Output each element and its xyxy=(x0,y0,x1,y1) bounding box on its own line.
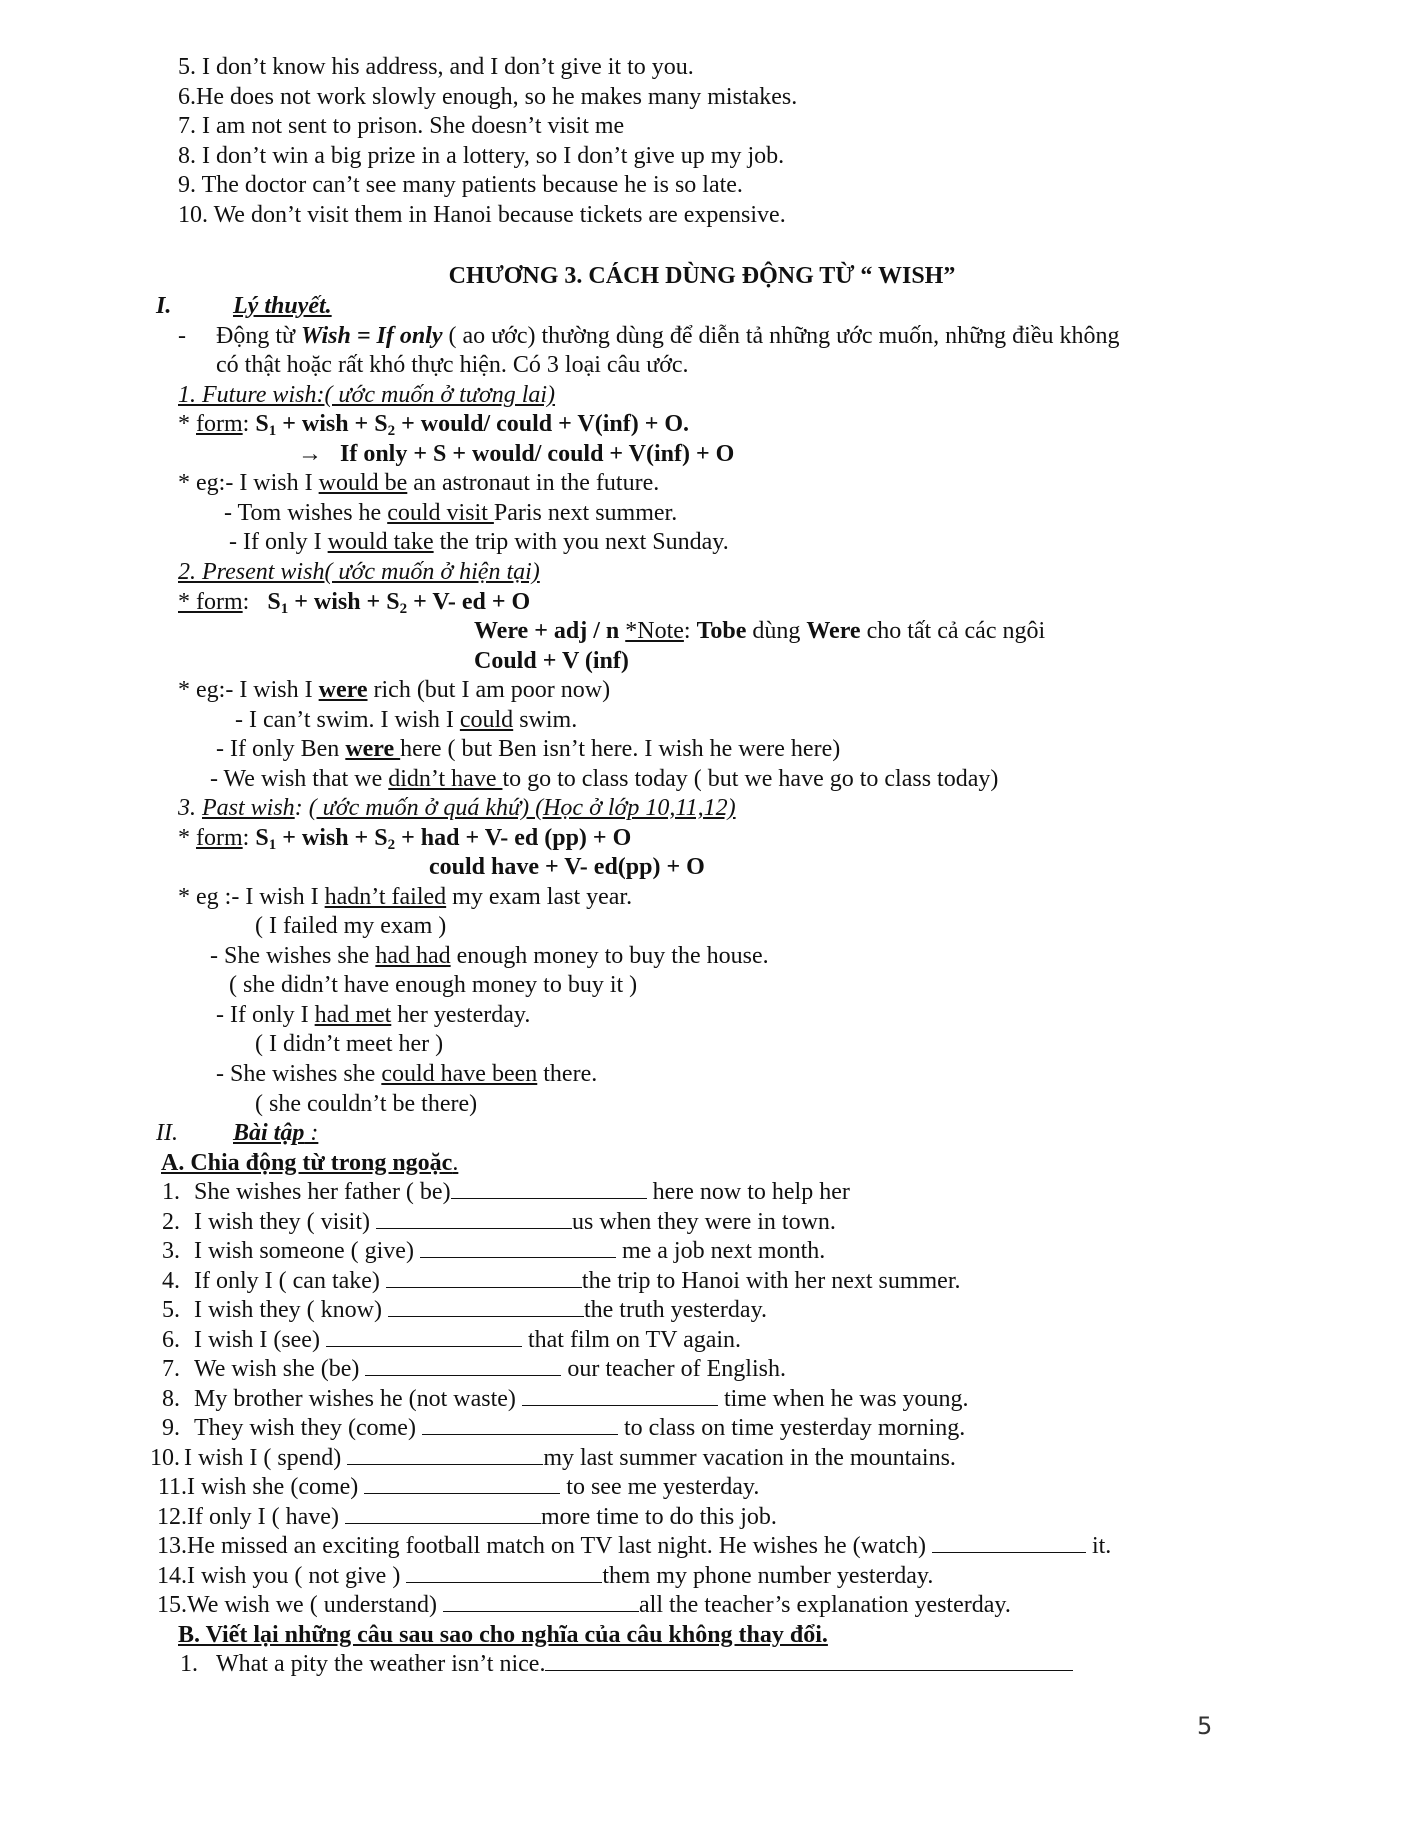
exercise-a-8: 8. My brother wishes he (not waste) time when he was young. xyxy=(162,1386,969,1412)
answer-blank[interactable] xyxy=(347,1444,543,1465)
exercise-a-9: 9. They wish they (come) to class on time yesterday morning. xyxy=(162,1415,966,1441)
exercise-a-6: 6. I wish I (see) that film on TV again. xyxy=(162,1327,742,1353)
exercises-number: II. xyxy=(156,1120,178,1146)
part-b-heading: B. Viết lại những câu sau sao cho nghĩa của câu không thay đổi. xyxy=(178,1622,828,1648)
present-wish-form: * form: $S_1$ + wish + $S_2 + V-$ ed + O xyxy=(178,589,531,617)
exercise-a-4: 4. If only I ( can take) the trip to Hanoi with her next summer. xyxy=(162,1268,961,1294)
answer-blank[interactable] xyxy=(443,1591,639,1612)
past-example-3-note: ( I didn’t meet her ) xyxy=(255,1031,444,1057)
part-a-heading: A. Chia động từ trong ngoặc. xyxy=(161,1150,459,1176)
past-example-2: - She wishes she had had enough money to buy the house. xyxy=(210,943,769,969)
answer-blank[interactable] xyxy=(365,1355,561,1376)
past-example-3: - If only I had met her yesterday. xyxy=(216,1002,531,1028)
future-example-2: - Tom wishes he could visit Paris next summer. xyxy=(224,500,678,526)
past-example-1-note: ( I failed my exam ) xyxy=(255,913,447,939)
exercise-a-13: 13.He missed an exciting football match on TV last night. He wishes he (watch) it. xyxy=(157,1533,1112,1559)
arrow-right-icon: → xyxy=(298,441,322,467)
answer-blank[interactable] xyxy=(420,1237,616,1258)
present-example-4: - We wish that we didn’t have to go to class today ( but we have go to class today) xyxy=(210,766,999,792)
past-example-4-note: ( she couldn’t be there) xyxy=(255,1091,478,1117)
present-example-1: * eg:- I wish I were rich (but I am poor now) xyxy=(178,677,611,703)
answer-blank[interactable] xyxy=(364,1473,560,1494)
answer-blank[interactable] xyxy=(522,1385,718,1406)
past-example-4: - She wishes she could have been there. xyxy=(216,1061,598,1087)
exercise-a-10: 10. I wish I ( spend) my last summer vacation in the mountains. xyxy=(150,1445,956,1471)
prev-exercise-8: 8. I don’t win a big prize in a lottery, so I don’t give up my job. xyxy=(178,143,785,169)
exercise-a-15: 15.We wish we ( understand) all the teacher’s explanation yesterday. xyxy=(157,1592,1011,1618)
prev-exercise-5: 5. I don’t know his address, and I don’t give it to you. xyxy=(178,54,694,80)
past-wish-form: * form: $S_1$ + wish + $S_2$ + had + V- ed (pp) + O xyxy=(178,825,632,853)
future-wish-heading: 1. Future wish:( ước muốn ở tương lai) xyxy=(178,382,556,408)
answer-blank[interactable] xyxy=(406,1562,602,1583)
present-wish-form-were: Were + adj / n *Note: Tobe dùng Were cho tất cả các ngôi xyxy=(474,618,1046,644)
prev-exercise-6: 6.He does not work slowly enough, so he makes many mistakes. xyxy=(178,84,798,110)
exercise-a-2: 2. I wish they ( visit) us when they were in town. xyxy=(162,1209,836,1235)
future-wish-form: * form: $S_1$ + wish + $S_2$ + would/ could + V(inf) + O. xyxy=(178,411,690,439)
answer-blank[interactable] xyxy=(932,1532,1086,1553)
future-example-1: * eg:- I wish I would be an astronaut in the future. xyxy=(178,470,660,496)
answer-blank[interactable] xyxy=(545,1650,1073,1671)
future-example-3: - If only I would take the trip with you next Sunday. xyxy=(229,529,729,555)
exercise-a-11: 11.I wish she (come) to see me yesterday. xyxy=(157,1474,760,1500)
past-wish-heading: 3. Past wish: ( ước muốn ở quá khứ) (Học ở lớp 10,11,12) xyxy=(178,795,736,821)
exercise-a-14: 14.I wish you ( not give ) them my phone number yesterday. xyxy=(157,1563,934,1589)
past-example-1: * eg :- I wish I hadn’t failed my exam last year. xyxy=(178,884,633,910)
present-wish-form-could: Could + V (inf) xyxy=(474,648,629,674)
intro-line-2: có thật hoặc rất khó thực hiện. Có 3 loại câu ước. xyxy=(216,352,689,378)
past-wish-form-could-have: could have + V- ed(pp) + O xyxy=(429,854,705,880)
chapter-title: CHƯƠNG 3. CÁCH DÙNG ĐỘNG TỪ “ WISH” xyxy=(448,263,956,289)
answer-blank[interactable] xyxy=(422,1414,618,1435)
intro-dash: - xyxy=(178,323,186,349)
prev-exercise-9: 9. The doctor can’t see many patients because he is so late. xyxy=(178,172,743,198)
future-wish-form-if-only: → If only + S + would/ could + V(inf) + O xyxy=(298,441,735,467)
present-wish-heading: 2. Present wish( ước muốn ở hiện tại) xyxy=(178,559,540,585)
exercise-a-7: 7. We wish she (be) our teacher of English. xyxy=(162,1356,786,1382)
past-example-2-note: ( she didn’t have enough money to buy it ) xyxy=(229,972,638,998)
prev-exercise-7: 7. I am not sent to prison. She doesn’t visit me xyxy=(178,113,625,139)
theory-number: I. xyxy=(156,293,172,319)
exercise-a-12: 12.If only I ( have) more time to do this job. xyxy=(157,1504,777,1530)
intro-line-1: Động từ Wish = If only ( ao ước) thường dùng để diễn tả những ước muốn, những điều không xyxy=(216,323,1120,349)
exercise-b-1: 1. What a pity the weather isn’t nice. xyxy=(0,1650,1073,1678)
answer-blank[interactable] xyxy=(388,1296,584,1317)
theory-heading: Lý thuyết. xyxy=(233,293,332,319)
answer-blank[interactable] xyxy=(326,1326,522,1347)
exercise-a-5: 5. I wish they ( know) the truth yesterday. xyxy=(162,1297,768,1323)
answer-blank[interactable] xyxy=(386,1267,582,1288)
present-example-2: - I can’t swim. I wish I could swim. xyxy=(235,707,578,733)
exercise-a-1: 1. She wishes her father ( be) here now to help her xyxy=(162,1179,850,1205)
answer-blank[interactable] xyxy=(376,1208,572,1229)
answer-blank[interactable] xyxy=(345,1503,541,1524)
answer-blank[interactable] xyxy=(451,1178,647,1199)
exercise-a-3: 3. I wish someone ( give) me a job next month. xyxy=(162,1238,826,1264)
present-example-3: - If only Ben were here ( but Ben isn’t here. I wish he were here) xyxy=(216,736,841,762)
page-number: 5 xyxy=(1197,1712,1213,1740)
exercises-heading: Bài tập : xyxy=(233,1120,319,1146)
prev-exercise-10: 10. We don’t visit them in Hanoi because tickets are expensive. xyxy=(178,202,786,228)
